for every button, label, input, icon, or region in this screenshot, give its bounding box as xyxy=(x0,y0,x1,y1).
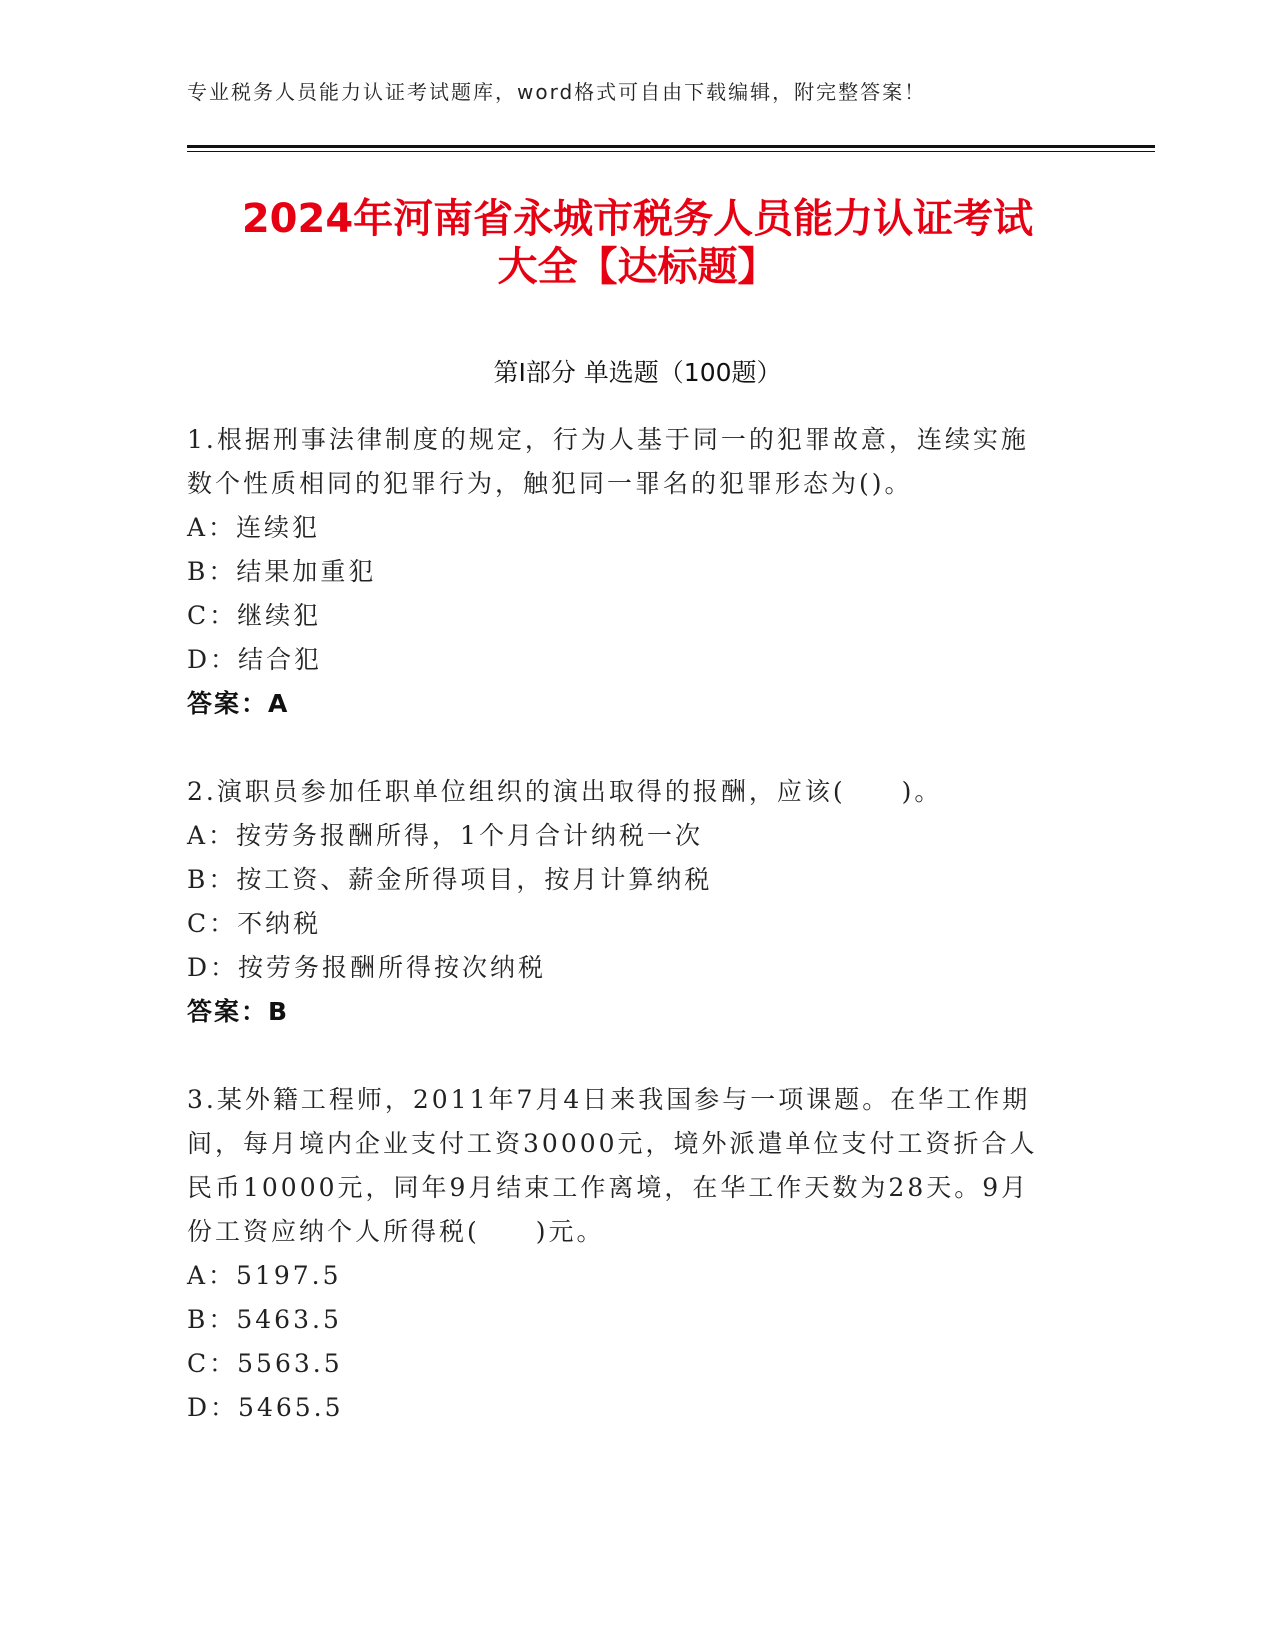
document-title-line-2: 大全【达标题】 xyxy=(497,244,778,290)
question-3-line-3: 民币10000元，同年9月结束工作离境，在华工作天数为28天。9月 xyxy=(187,1173,1030,1202)
section-title: 第Ⅰ部分 单选题（100题） xyxy=(493,358,782,387)
question-1-option-d: D：结合犯 xyxy=(187,645,323,674)
document-title-line-1: 2024年河南省永城市税务人员能力认证考试 xyxy=(241,196,1034,242)
question-2-option-b: B：按工资、薪金所得项目，按月计算纳税 xyxy=(187,865,713,894)
question-3-line-2: 间，每月境内企业支付工资30000元，境外派遣单位支付工资折合人 xyxy=(187,1129,1038,1158)
question-1-line-2: 数个性质相同的犯罪行为，触犯同一罪名的犯罪形态为()。 xyxy=(187,469,913,498)
question-2-option-a: A：按劳务报酬所得，1个月合计纳税一次 xyxy=(187,821,703,850)
question-1-option-b: B：结果加重犯 xyxy=(187,557,377,586)
page-header: 专业税务人员能力认证考试题库，word格式可自由下载编辑，附完整答案！ xyxy=(187,80,927,104)
question-3-option-d: D：5465.5 xyxy=(187,1393,344,1422)
header-rule-thin xyxy=(187,151,1155,152)
question-2-answer: 答案：B xyxy=(187,997,290,1026)
question-3-option-a: A：5197.5 xyxy=(187,1261,342,1290)
question-1-line-1: 1.根据刑事法律制度的规定，行为人基于同一的犯罪故意，连续实施 xyxy=(187,425,1029,454)
question-2-option-c: C：不纳税 xyxy=(187,909,322,938)
question-3-line-4: 份工资应纳个人所得税( )元。 xyxy=(187,1217,605,1246)
question-3-option-b: B：5463.5 xyxy=(187,1305,342,1334)
question-2-option-d: D：按劳务报酬所得按次纳税 xyxy=(187,953,547,982)
document-title xyxy=(140,195,1135,291)
question-1-option-a: A：连续犯 xyxy=(187,513,321,542)
header-rule-thick xyxy=(187,145,1155,148)
question-1-answer: 答案：A xyxy=(187,689,290,718)
question-3-line-1: 3.某外籍工程师，2011年7月4日来我国参与一项课题。在华工作期 xyxy=(187,1085,1031,1114)
question-3-option-c: C：5563.5 xyxy=(187,1349,343,1378)
question-2-line-1: 2.演职员参加任职单位组织的演出取得的报酬，应该( )。 xyxy=(187,777,943,806)
question-1-option-c: C：继续犯 xyxy=(187,601,322,630)
